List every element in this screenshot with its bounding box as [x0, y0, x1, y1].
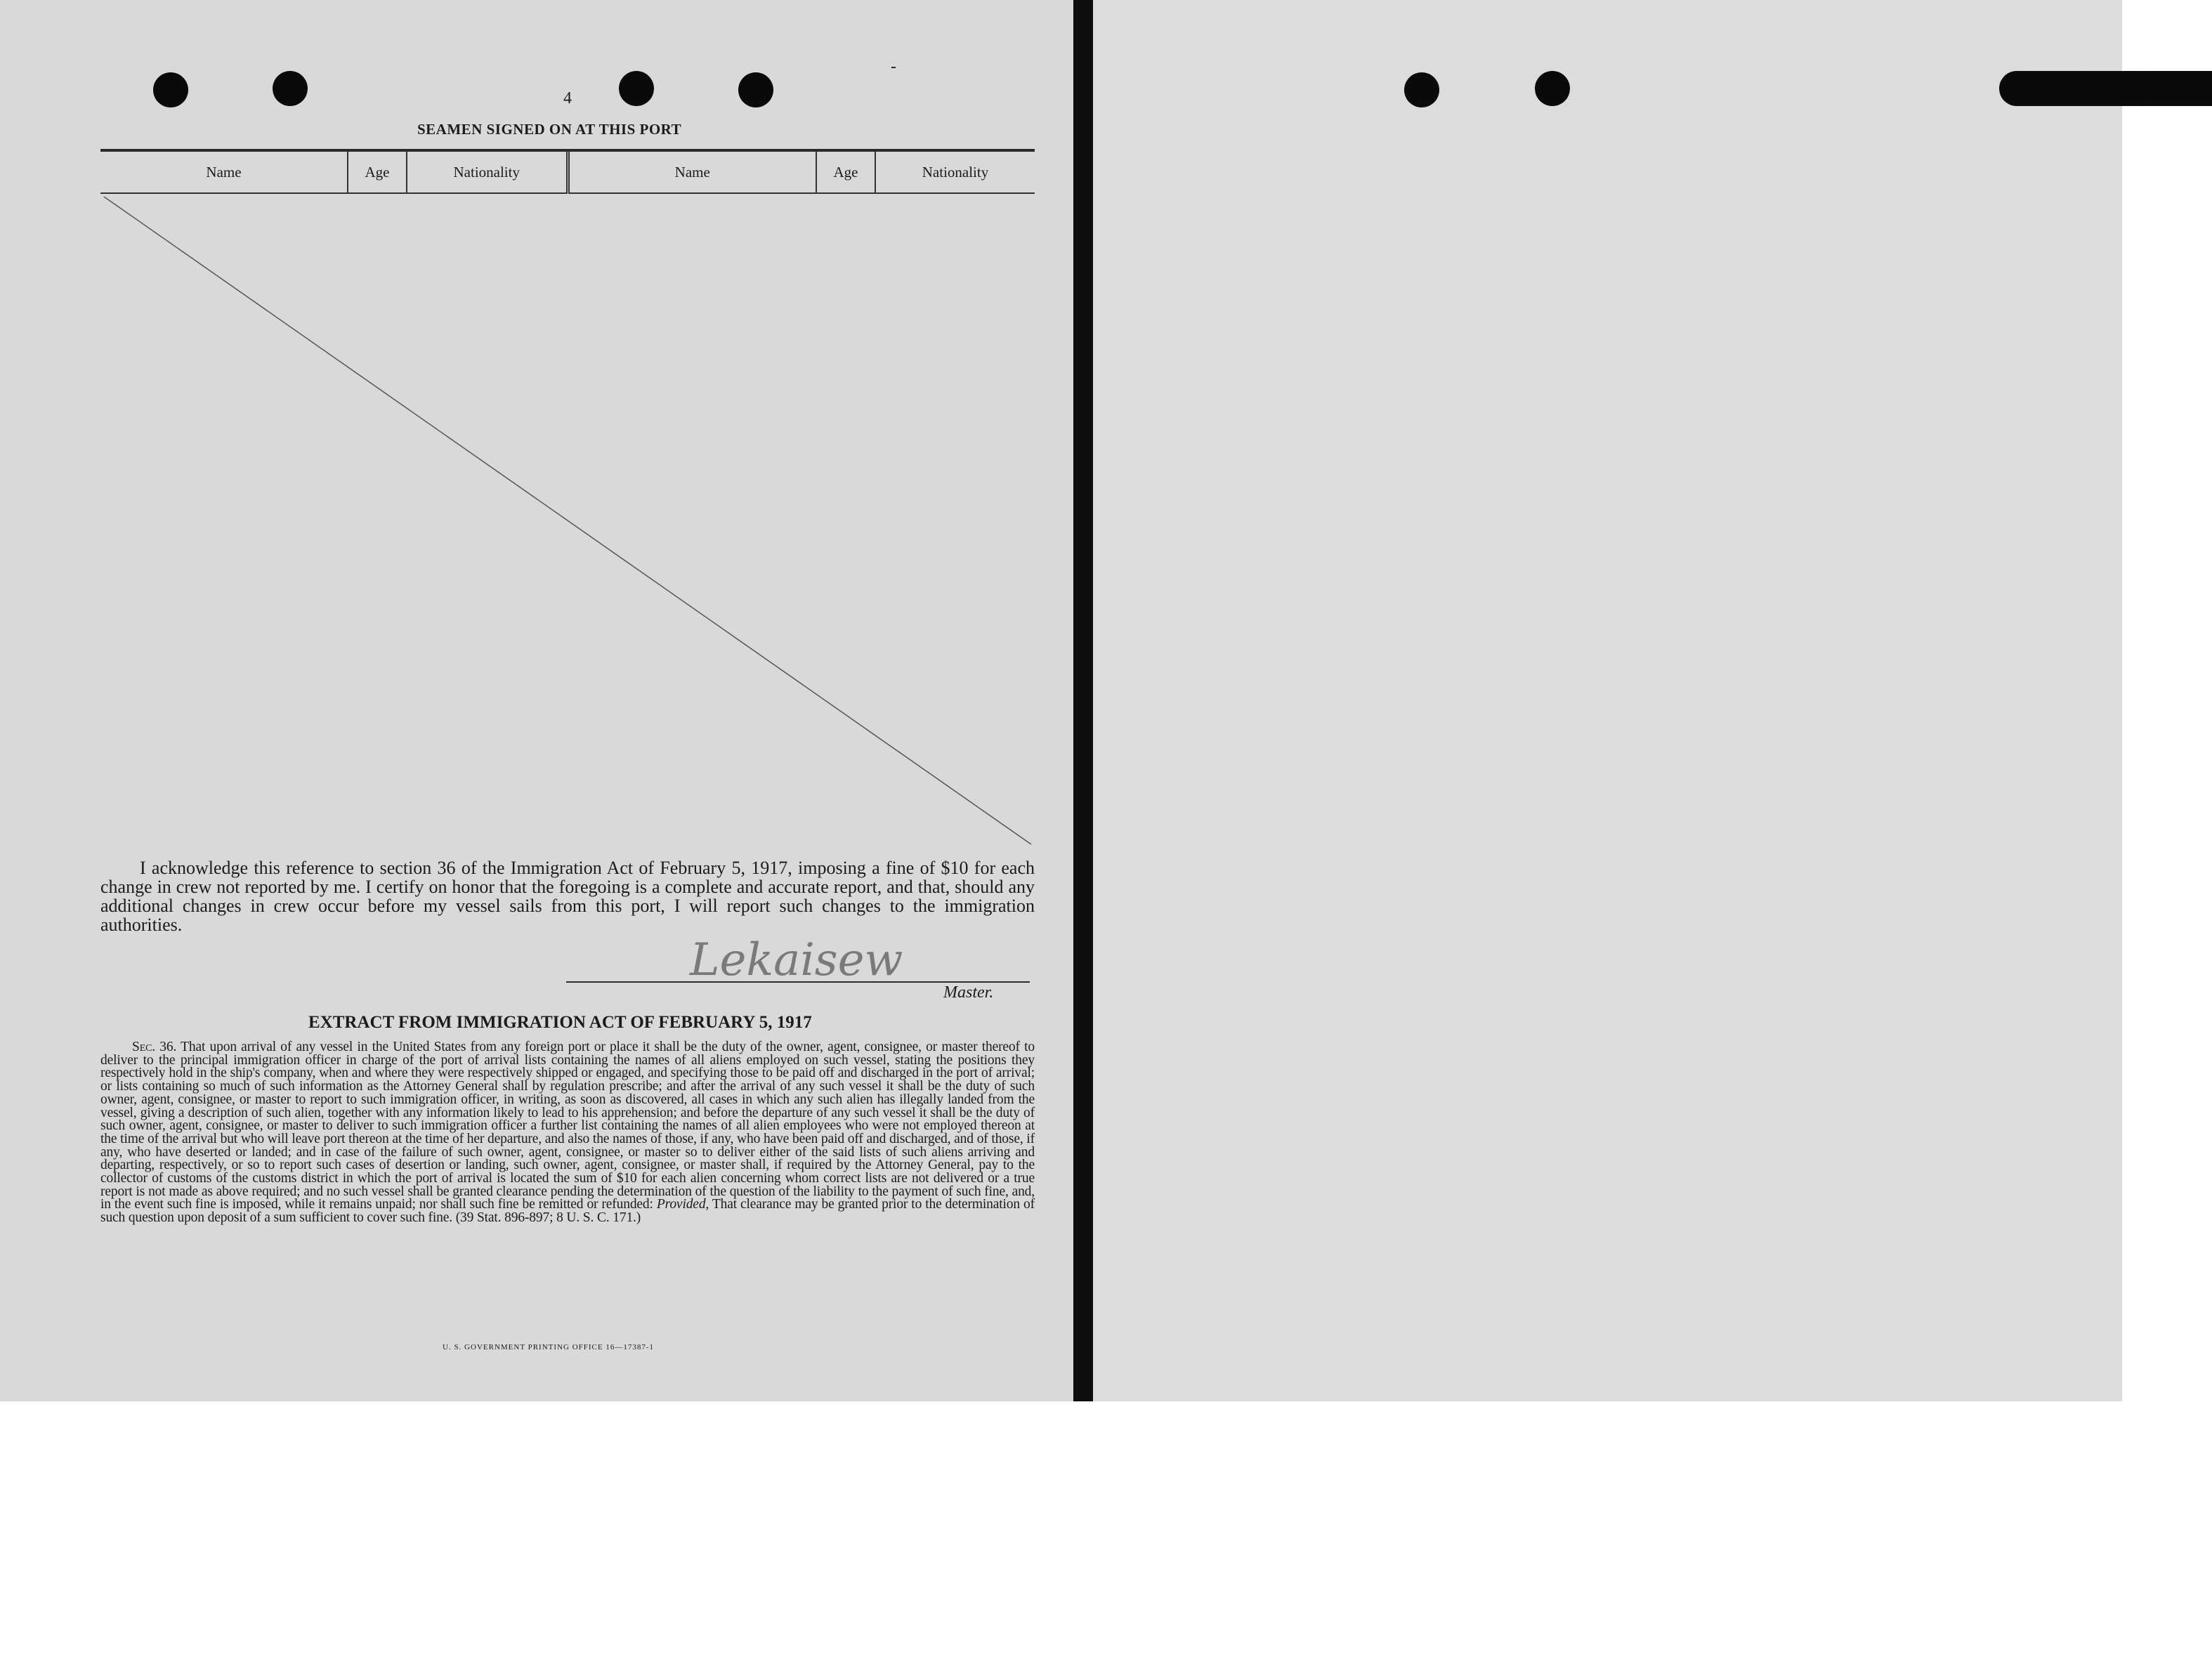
extract-tail: That clearance may be granted prior to the determination of such question upon deposit of a sum sufficient to cover such fine. (39 Stat. 896-897; 8 U. S. C. 171.): [100, 1197, 1035, 1226]
extract-title: EXTRACT FROM IMMIGRATION ACT OF FEBRUARY 5, 1917: [308, 1013, 812, 1032]
punch-hole: [153, 72, 188, 107]
printer-imprint: U. S. GOVERNMENT PRINTING OFFICE 16—17387-1: [443, 1343, 655, 1351]
col-name: Name: [100, 152, 348, 193]
punch-hole: [273, 71, 308, 106]
punch-hole: [738, 72, 773, 107]
master-signature: Lekaisew: [690, 934, 903, 986]
col-age: Age: [816, 152, 875, 193]
extract-text: [100, 1041, 1035, 1225]
left-page: [0, 0, 1073, 1401]
top-mark: -: [891, 58, 896, 76]
col-nationality: Nationality: [407, 152, 568, 193]
acknowledgement: I acknowledge this reference to section 36 of the Immigration Act of February 5, 1917, imposing a fine of $10 for each change in crew not reported by me. I certify on honor that the foregoing is a complete and accurate report, and that, should any additional changes in crew occur before my vessel sails from this port, I will report such changes to the immigration authorities.: [100, 858, 1035, 935]
col-nationality: Nationality: [875, 152, 1035, 193]
signature-line: [566, 981, 1030, 983]
punch-hole: [619, 71, 654, 106]
book-spine: [1073, 0, 1093, 1401]
page-number: 4: [563, 89, 572, 107]
signed-on-table: [100, 152, 1035, 194]
section-ref: Sec. 36.: [132, 1040, 177, 1054]
extract-body: That upon arrival of any vessel in the United States from any foreign port or place it shall be the duty of the owner, agent, consignee, or master thereof to deliver to the principal immigration officer in charge of the port of arrival lists containing the names of all aliens employed on such vessel, stating the positions they respectively hold in the ship's company, when and where they were respectively shipped or engaged, and specifying those to be paid off and discharged in the port of arrival; or lists containing so much of such information as the Attorney General shall by regulation prescribe; and after the arrival of any such vessel it shall be the duty of such owner, agent, consignee, or master to report to such immigration officer, in writing, as soon as discovered, all cases in which any such alien has illegally landed from the vessel, giving a description of such alien, together with any information likely to lead to his apprehension; and before the departure of any such vessel it shall be the duty of such owner, agent, consignee, or master to deliver to such immigration officer a further list containing the names of all alien employees who were not employed thereon at the time of the arrival but who will leave port thereon at the time of her departure, and also the names of those, if any, who have been paid off and discharged, and of those, if any, who have deserted or landed; and in case of the failure of such owner, agent, consignee, or master so to deliver either of the said lists of such aliens arriving and departing, respectively, or so to report such cases of desertion or landing, such owner, agent, consignee, or master shall, if required by the Attorney General, pay to the collector of customs of the customs district in which the port of arrival is located the sum of $10 for each alien concerning whom correct lists are not delivered or a true report is not made as above required; and no such vessel shall be granted clearance pending the determination of the question of the liability to the payment of such fine, and, in the event such fine is imposed, while it remains unpaid; nor shall such fine be remitted or refunded:: [100, 1040, 1035, 1212]
proviso: Provided,: [656, 1197, 709, 1212]
cancel-diagonal: [100, 191, 1035, 851]
col-age: Age: [348, 152, 407, 193]
right-page: [1093, 0, 2122, 1401]
master-label: Master.: [943, 983, 994, 1002]
punch-hole: [1535, 71, 1570, 106]
section-title: SEAMEN SIGNED ON AT THIS PORT: [417, 121, 682, 138]
punch-hole: [1404, 72, 1439, 107]
col-name: Name: [568, 152, 816, 193]
